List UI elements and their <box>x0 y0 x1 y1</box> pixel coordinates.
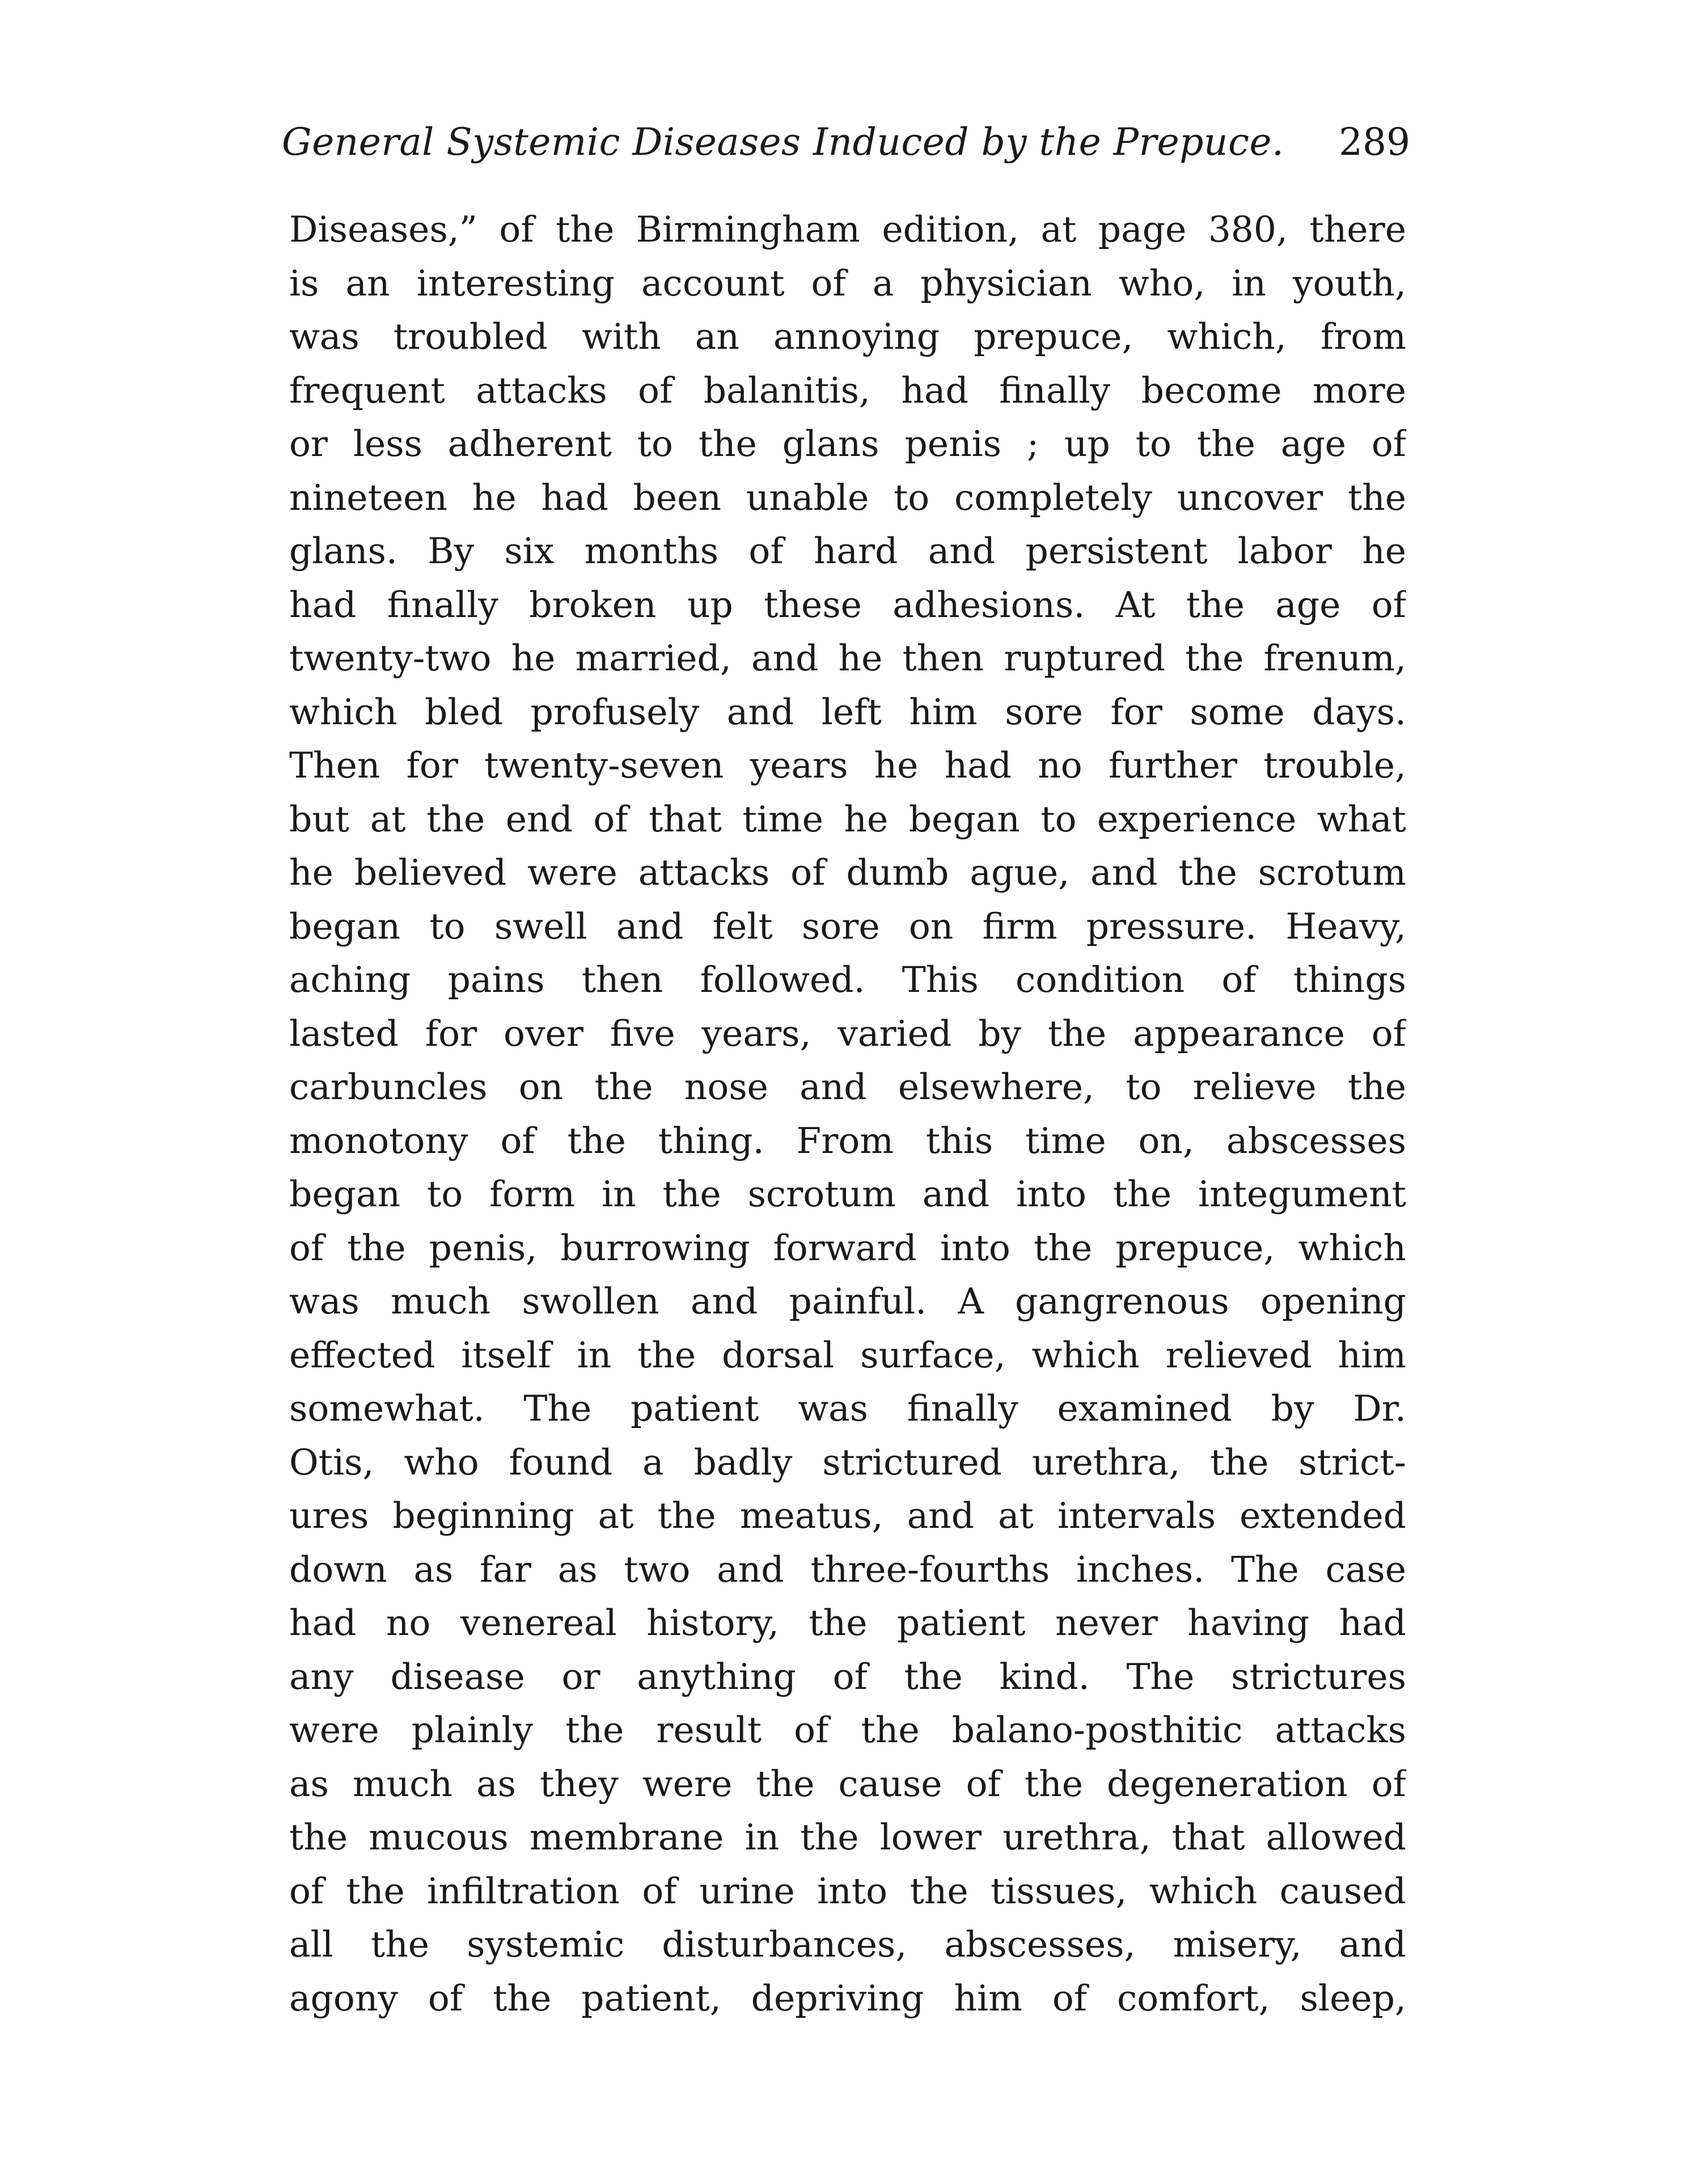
text-line: Diseases,” of the Birmingham edition, at page 380, there <box>289 209 1406 250</box>
text-line: of the penis, burrowing forward into the prepuce, which <box>289 1227 1406 1269</box>
text-line: lasted for over five years, varied by the appearance of <box>289 1012 1406 1054</box>
text-line: Otis, who found a badly strictured urethra, the strict- <box>289 1441 1406 1483</box>
body-text <box>289 203 1406 2025</box>
text-line: agony of the patient, depriving him of comfort, sleep, <box>289 1977 1406 2019</box>
text-line: he believed were attacks of dumb ague, and the scrotum <box>289 852 1406 893</box>
text-line: effected itself in the dorsal surface, which relieved him <box>289 1334 1406 1376</box>
text-line: was much swollen and painful. A gangrenous opening <box>289 1281 1406 1322</box>
text-line: nineteen he had been unable to completely uncover the <box>289 476 1406 518</box>
text-line: were plainly the result of the balano-posthitic attacks <box>289 1709 1406 1751</box>
text-line: aching pains then followed. This condition of things <box>289 959 1406 1000</box>
text-line: any disease or anything of the kind. The strictures <box>289 1655 1406 1697</box>
text-line: monotony of the thing. From this time on, abscesses <box>289 1120 1406 1161</box>
text-line: began to form in the scrotum and into the integument <box>289 1173 1406 1215</box>
text-line: but at the end of that time he began to experience what <box>289 798 1406 840</box>
running-title: General Systemic Diseases Induced by the Prepuce. <box>282 120 1284 164</box>
text-line: frequent attacks of balanitis, had finally become more <box>289 369 1406 411</box>
text-line: which bled profusely and left him sore for some days. <box>289 691 1406 733</box>
text-line: the mucous membrane in the lower urethra, that allowed <box>289 1817 1406 1858</box>
text-line: carbuncles on the nose and elsewhere, to relieve the <box>289 1066 1406 1108</box>
text-line: or less adherent to the glans penis ; up to the age of <box>289 423 1406 464</box>
text-line: had no venereal history, the patient never having had <box>289 1602 1406 1644</box>
text-line: down as far as two and three-fourths inches. The case <box>289 1548 1406 1590</box>
page-number: 289 <box>1339 120 1410 164</box>
text-line: as much as they were the cause of the degeneration of <box>289 1763 1406 1805</box>
text-line: somewhat. The patient was finally examined by Dr. <box>289 1388 1406 1429</box>
text-line: all the systemic disturbances, abscesses, misery, and <box>289 1924 1406 1965</box>
running-head <box>282 108 1410 176</box>
text-line: ures beginning at the meatus, and at intervals extended <box>289 1495 1406 1536</box>
text-line: glans. By six months of hard and persistent labor he <box>289 530 1406 572</box>
text-line: had finally broken up these adhesions. At the age of <box>289 584 1406 626</box>
text-line: is an interesting account of a physician who, in youth, <box>289 262 1406 304</box>
text-line: of the infiltration of urine into the tissues, which caused <box>289 1870 1406 1912</box>
text-line: twenty-two he married, and he then ruptured the frenum, <box>289 637 1406 679</box>
text-line: began to swell and felt sore on firm pressure. Heavy, <box>289 905 1406 947</box>
text-line: was troubled with an annoying prepuce, which, from <box>289 316 1406 357</box>
text-line: Then for twenty-seven years he had no further trouble, <box>289 745 1406 786</box>
